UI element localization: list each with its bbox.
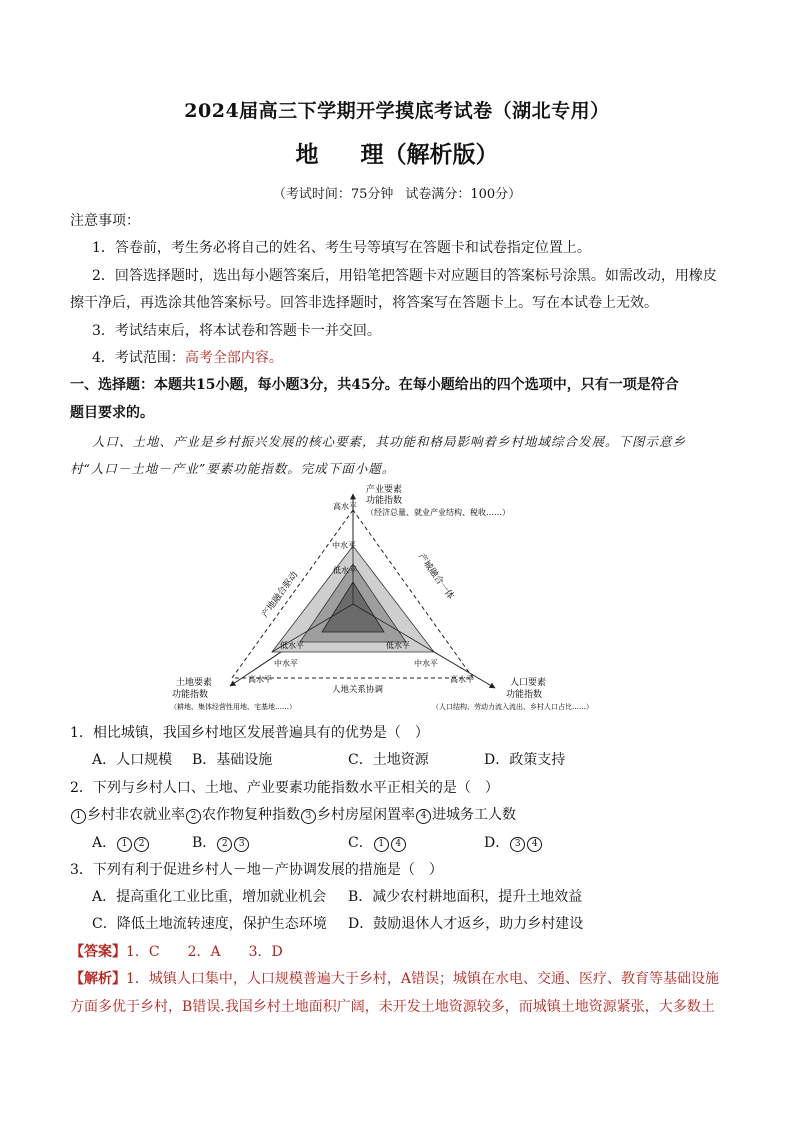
subject-rest: 理（解析版） [360,141,499,168]
bottom-edge-label: 人地关系协调 [332,685,384,695]
top-title: 产业要素 [366,485,403,495]
top-high-label: 高水平 [333,502,357,511]
analysis-label: 【解析】 [70,971,126,987]
question-stem: 人口、土地、产业是乡村振兴发展的核心要素，其功能和格局影响着乡村地域综合发展。下图示意乡 [92,434,687,449]
q1-option-b: B．基础设施 [192,752,273,768]
analysis-text: 1．城镇人口集中，人口规模普遍大于乡村，A错误；城镇在水电、交通、医疗、教育等基础设施 [126,971,720,987]
left-mid-label: 中水平 [274,659,298,668]
q1-option-c: C．土地资源 [348,752,429,768]
answer-label: 【答案】 [70,944,126,960]
scope-value: 高考全部内容。 [184,350,283,366]
top-detail: （经济总量、就业产业结构、税收……） [366,508,510,517]
q3-option-d: D．鼓励退休人才返乡，助力乡村建设 [348,916,584,932]
right-edge-label: 产城融合一体 [415,551,456,602]
q3-option-b: B．减少农村耕地面积，提升土地效益 [348,889,583,905]
q2-item: 乡村房屋闲置率 [317,807,415,823]
q2-option-b: B． 2 3 [192,832,250,852]
q2-option-a: A． 1 2 [92,832,150,852]
left-high-label: 高水平 [248,675,272,684]
subject-title [0,136,794,169]
q2-stem: 2．下列与乡村人口、土地、产业要素功能指数水平正相关的是（ ） [70,780,499,796]
exam-info [0,183,794,202]
notes-heading: 注意事项： [70,213,140,229]
q2-option-c: C． 1 4 [348,832,407,852]
q2-mark: 4 [416,809,431,824]
top-low-label: 低水平 [333,566,357,575]
q3-option-c: C．降低土地流转速度，保护生态环境 [92,916,327,932]
right-title: 人口要素 [510,678,547,688]
q2-mark: 3 [301,809,316,824]
q2-mark: 1 [71,809,86,824]
q1-option-a: A．人口规模 [92,752,173,768]
left-detail: （耕地、集体经营性用地、宅基地……） [170,703,296,711]
note-item: 2．回答选择题时，选出每小题答案后，用铅笔把答题卡对应题目的答案标号涂黑。如需改动，用橡皮 [92,268,717,284]
left-low-label: 低水平 [280,641,304,650]
note-item: 3．考试结束后，将本试卷和答题卡一并交回。 [92,323,381,339]
q1-stem: 1．相比城镇，我国乡村地区发展普遍具有的优势是（ ） [70,725,429,741]
q2-option-d: D． 3 4 [484,832,543,852]
answer-value: 1．C 2．A 3．D [126,944,283,960]
right-detail: （人口结构、劳动力流入流出、乡村人口占比……） [432,703,593,711]
analysis-line-cont: 方面多优于乡村，B错误.我国乡村土地面积广阔，未开发土地资源较多，而城镇土地资源紧张，大多数土 [70,999,715,1015]
top-title-2: 功能指数 [366,496,403,506]
answer-line [70,941,283,961]
q2-item: 进城务工人数 [432,807,516,823]
exam-title: 2024届高三下学期开学摸底考试卷（湖北专用） [184,100,610,122]
question-stem-cont: 村“人口－土地－产业”要素功能指数。完成下面小题。 [70,461,396,476]
q2-mark: 2 [186,809,201,824]
exam-score: 试卷满分：100分） [405,187,522,202]
scope-label: 4．考试范围： [92,350,185,366]
q1-option-d: D．政策支持 [484,752,566,768]
right-mid-label: 中水平 [414,659,438,668]
note-item: 擦干净后，再选涂其他答案标号。回答非选择题时，将答案写在答题卡上。写在本试卷上无效。 [70,295,658,311]
left-title-2: 功能指数 [172,690,209,700]
subject-char: 地 [295,141,319,168]
left-title: 土地要素 [176,678,213,688]
section-heading: 一、选择题：本题共15小题，每小题3分，共45分。在每小题给出的四个选项中，只有一项是符合 [70,377,679,393]
note-item: 1．答卷前，考生务必将自己的姓名、考生号等填写在答题卡和试卷指定位置上。 [92,240,591,256]
left-edge-label: 产地融合驱动 [260,570,301,620]
right-low-label: 低水平 [386,641,410,650]
q3-option-a: A．提高重化工业比重，增加就业机会 [92,889,327,905]
q2-item: 乡村非农就业率 [87,807,185,823]
q3-stem: 3．下列有利于促进乡村人－地－产协调发展的措施是（ ） [70,862,443,878]
q2-items [70,804,516,824]
exam-time: （考试时间：75分钟 [272,187,394,202]
q2-item: 农作物复种指数 [202,807,300,823]
section-heading-cont: 题目要求的。 [70,405,154,421]
note-item [92,347,283,367]
right-high-label: 高水平 [450,675,474,684]
element-index-diagram [170,478,650,716]
analysis-line [70,968,719,988]
right-title-2: 功能指数 [506,690,543,700]
top-mid-label: 中水平 [332,541,356,550]
